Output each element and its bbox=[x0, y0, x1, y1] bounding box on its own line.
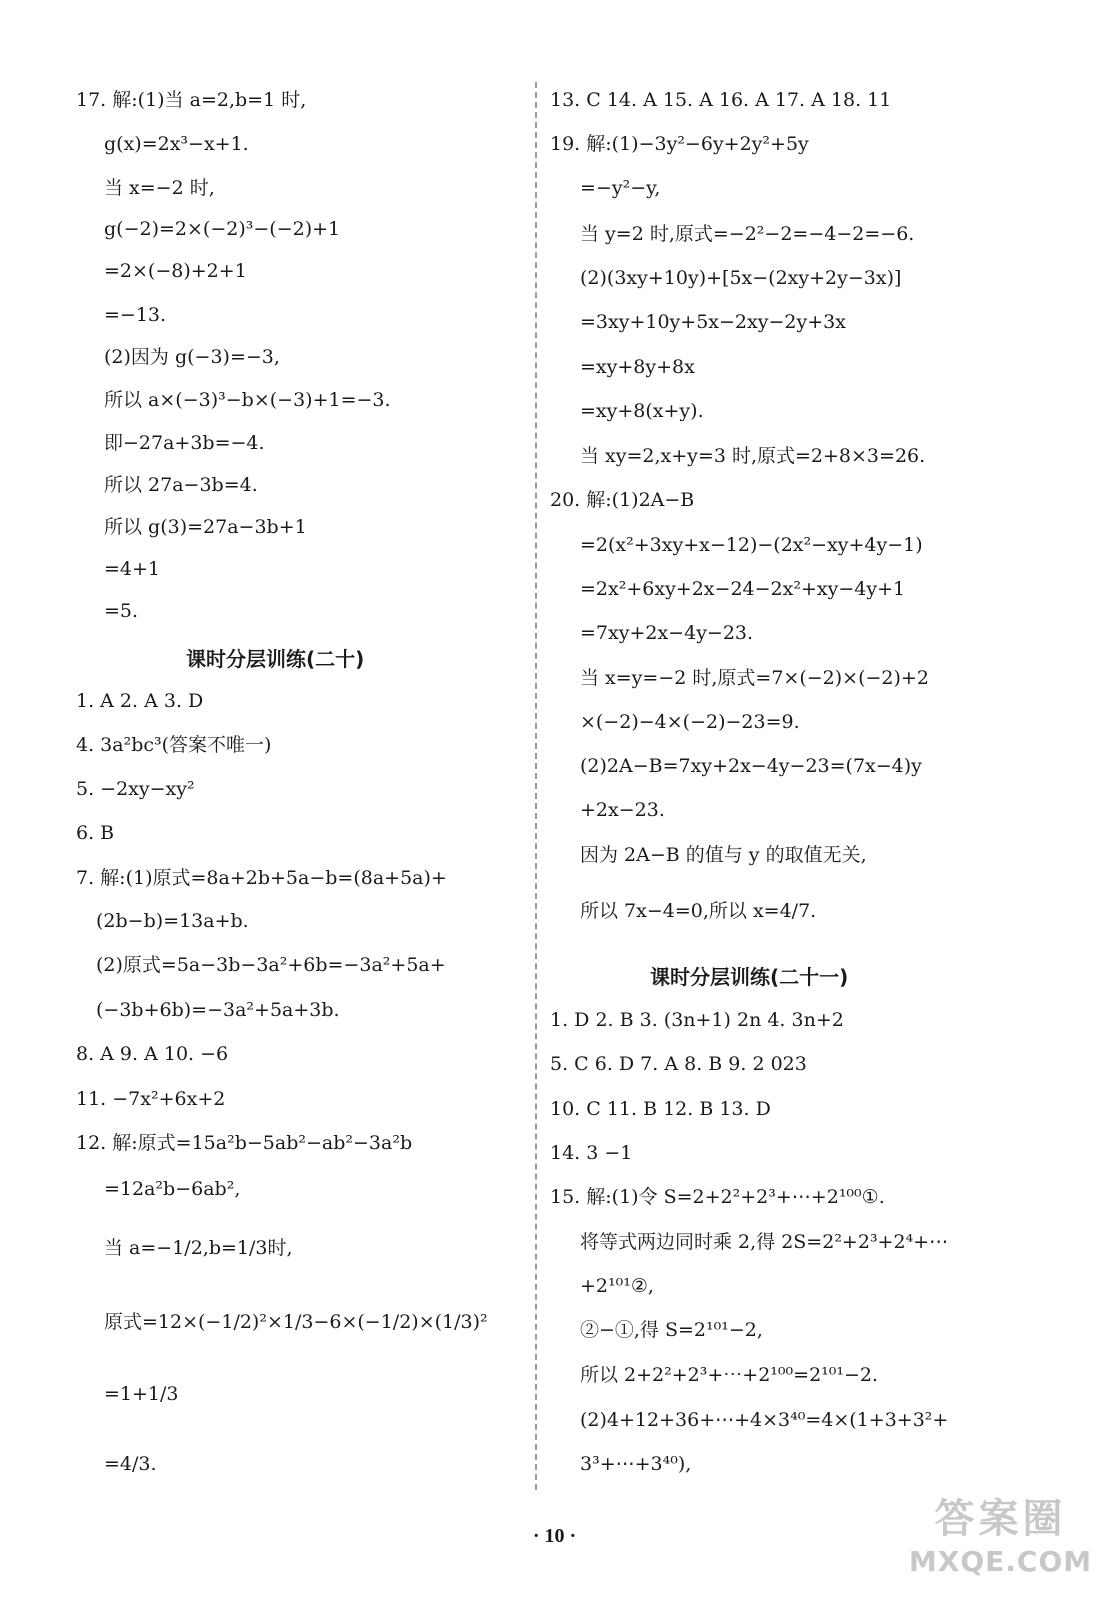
answer-7-line: (2b−b)=13a+b. bbox=[96, 910, 249, 932]
answer-17-line: 所以 27a−3b=4. bbox=[104, 474, 258, 496]
answer-7-line: (−3b+6b)=−3a²+5a+3b. bbox=[96, 999, 340, 1021]
answer-15-line: 所以 2+2²+2³+⋯+2¹⁰⁰=2¹⁰¹−2. bbox=[580, 1364, 879, 1386]
answer-line: 4. 3a²bc³(答案不唯一) bbox=[76, 734, 272, 756]
page-number: · 10 · bbox=[532, 1525, 577, 1547]
answer-20-line: 20. 解:(1)2A−B bbox=[550, 489, 695, 511]
answer-17-line: 当 x=−2 时, bbox=[104, 177, 215, 199]
answer-20-line: 因为 2A−B 的值与 y 的取值无关, bbox=[580, 844, 867, 866]
answer-line: 1. D 2. B 3. (3n+1) 2n 4. 3n+2 bbox=[550, 1009, 844, 1031]
answer-17-line: 即−27a+3b=−4. bbox=[104, 432, 265, 454]
answer-20-line: =7xy+2x−4y−23. bbox=[580, 622, 754, 644]
answer-20-line: 所以 7x−4=0,所以 x=4/7. bbox=[580, 900, 817, 922]
answer-17-line: =−13. bbox=[104, 304, 167, 326]
section-title-20: 课时分层训练(二十) bbox=[186, 647, 365, 671]
answer-19-line: =xy+8(x+y). bbox=[580, 400, 704, 422]
answer-line: 8. A 9. A 10. −6 bbox=[76, 1043, 229, 1065]
answer-15-line: 3³+⋯+3⁴⁰), bbox=[580, 1453, 692, 1475]
answer-17-line: g(−2)=2×(−2)³−(−2)+1 bbox=[104, 218, 341, 240]
answer-12-line: =1+1/3 bbox=[104, 1383, 179, 1405]
answer-12-line: =4/3. bbox=[104, 1453, 157, 1475]
answer-19-line: =3xy+10y+5x−2xy−2y+3x bbox=[580, 311, 846, 333]
watermark-logo bbox=[898, 1494, 1103, 1598]
answer-line: 11. −7x²+6x+2 bbox=[76, 1088, 226, 1110]
answer-17-line: =4+1 bbox=[104, 558, 161, 580]
answer-line: 5. C 6. D 7. A 8. B 9. 2 023 bbox=[550, 1053, 807, 1075]
answer-line: 10. C 11. B 12. B 13. D bbox=[550, 1098, 771, 1120]
answer-17-line: 17. 解:(1)当 a=2,b=1 时, bbox=[76, 89, 307, 111]
answer-line: 1. A 2. A 3. D bbox=[76, 690, 204, 712]
answer-19-line: =−y²−y, bbox=[580, 177, 661, 199]
answer-20-line: =2(x²+3xy+x−12)−(2x²−xy+4y−1) bbox=[580, 534, 923, 556]
column-divider bbox=[535, 82, 537, 1490]
answer-17-line: 所以 g(3)=27a−3b+1 bbox=[104, 516, 307, 538]
answer-15-line: 15. 解:(1)令 S=2+2²+2³+⋯+2¹⁰⁰①. bbox=[550, 1186, 885, 1208]
answer-12-line: 12. 解:原式=15a²b−5ab²−ab²−3a²b bbox=[76, 1132, 413, 1154]
answer-line: 5. −2xy−xy² bbox=[76, 778, 195, 800]
answer-12-line: =12a²b−6ab², bbox=[104, 1178, 241, 1200]
answer-line: 6. B bbox=[76, 822, 115, 844]
answer-20-line: ×(−2)−4×(−2)−23=9. bbox=[580, 711, 800, 733]
section-title-21: 课时分层训练(二十一) bbox=[650, 965, 849, 989]
answer-7-line: (2)原式=5a−3b−3a²+6b=−3a²+5a+ bbox=[96, 954, 446, 976]
answer-20-line: (2)2A−B=7xy+2x−4y−23=(7x−4)y bbox=[580, 755, 922, 777]
watermark-url: MXQE.COM bbox=[908, 1545, 1093, 1578]
answer-line: 13. C 14. A 15. A 16. A 17. A 18. 11 bbox=[550, 89, 892, 111]
answer-19-line: =xy+8y+8x bbox=[580, 356, 695, 378]
answer-12-line: 原式=12×(−1/2)²×1/3−6×(−1/2)×(1/3)² bbox=[104, 1311, 488, 1333]
answer-19-line: 19. 解:(1)−3y²−6y+2y²+5y bbox=[550, 133, 809, 155]
answer-15-line: +2¹⁰¹②, bbox=[580, 1275, 654, 1297]
answer-19-line: (2)(3xy+10y)+[5x−(2xy+2y−3x)] bbox=[580, 267, 902, 289]
answer-20-line: 当 x=y=−2 时,原式=7×(−2)×(−2)+2 bbox=[580, 667, 929, 689]
answer-15-line: 将等式两边同时乘 2,得 2S=2²+2³+2⁴+⋯ bbox=[580, 1231, 949, 1253]
answer-15-line: (2)4+12+36+⋯+4×3⁴⁰=4×(1+3+3²+ bbox=[580, 1409, 949, 1431]
answer-15-line: ②−①,得 S=2¹⁰¹−2, bbox=[580, 1319, 763, 1341]
answer-17-line: (2)因为 g(−3)=−3, bbox=[104, 346, 280, 368]
answer-19-line: 当 y=2 时,原式=−2²−2=−4−2=−6. bbox=[580, 223, 915, 245]
answer-20-line: =2x²+6xy+2x−24−2x²+xy−4y+1 bbox=[580, 578, 906, 600]
answer-19-line: 当 xy=2,x+y=3 时,原式=2+8×3=26. bbox=[580, 445, 926, 467]
answer-line: 14. 3 −1 bbox=[550, 1142, 633, 1164]
answer-17-line: =5. bbox=[104, 600, 139, 622]
answer-17-line: g(x)=2x³−x+1. bbox=[104, 133, 249, 155]
watermark-text: 答案圈 bbox=[934, 1496, 1067, 1542]
answer-12-line: 当 a=−1/2,b=1/3时, bbox=[104, 1237, 293, 1259]
answer-17-line: =2×(−8)+2+1 bbox=[104, 260, 247, 282]
answer-20-line: +2x−23. bbox=[580, 799, 665, 821]
answer-17-line: 所以 a×(−3)³−b×(−3)+1=−3. bbox=[104, 389, 391, 411]
answer-7-line: 7. 解:(1)原式=8a+2b+5a−b=(8a+5a)+ bbox=[76, 867, 447, 889]
